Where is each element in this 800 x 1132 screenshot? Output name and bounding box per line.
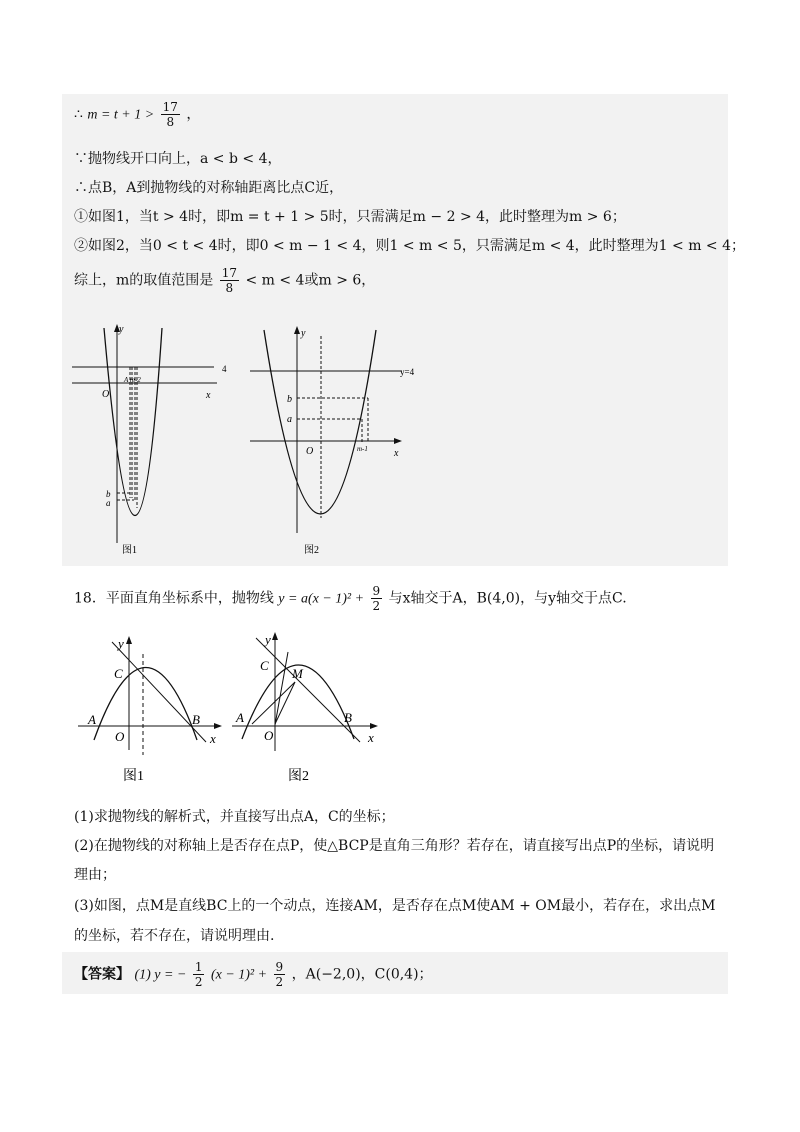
- figure-1-caption: 图1: [123, 769, 144, 784]
- question-2-line-2: 理由；: [74, 867, 116, 883]
- comma: ，: [186, 106, 201, 123]
- summary-text: 综上，m的取值范围是: [74, 272, 214, 289]
- point-a-label: A: [236, 710, 244, 725]
- question-3-line-1: (3)如图，点M是直线BC上的一个动点，连接AM，是否存在点M使AM + OM最小，若存在，求出点M: [74, 898, 716, 914]
- summary-range: < m < 4或m > 6，: [245, 272, 376, 289]
- fraction-17-8: $\frac{17}{8}$: [162, 100, 178, 129]
- a-label: a: [106, 498, 111, 508]
- answer-equation-middle: (x − 1)² +: [210, 967, 268, 983]
- point-b-label: B: [344, 710, 352, 725]
- solution-line-6: [74, 266, 375, 295]
- x-axis-label: x: [206, 390, 211, 401]
- point-m-label: M: [292, 666, 303, 681]
- m-1-label: m-1: [357, 445, 368, 453]
- line-y4-label: y=4: [400, 367, 415, 377]
- y-axis-label: y: [301, 328, 306, 339]
- origin-label: O: [102, 389, 110, 400]
- point-b-label: B: [192, 712, 200, 727]
- answer-fraction-1-2: $\frac{1}{2}$: [194, 960, 203, 989]
- parabola-equation: y = a(x − 1)² +: [278, 591, 365, 607]
- x-axis-label: x: [210, 731, 216, 746]
- x-axis-label: x: [368, 730, 374, 745]
- y-axis-label: y: [119, 324, 124, 335]
- problem-statement: [74, 584, 627, 613]
- answer-label: 【答案】: [74, 966, 130, 983]
- inequality-text: m = t + 1 >: [87, 107, 155, 123]
- b-label: b: [287, 394, 292, 405]
- figure-1-caption: 图1: [122, 545, 137, 556]
- solution-figure-2: [242, 318, 422, 563]
- problem-conditions: 与x轴交于A，B(4,0)，与y轴交于点C.: [388, 590, 627, 607]
- figure-2-caption: 图2: [304, 545, 319, 556]
- question-2-line-1: (2)在抛物线的对称轴上是否存在点P，使△BCP是直角三角形？若存在，请直接写出点P的坐标，请说明: [74, 838, 715, 854]
- origin-label: O: [306, 446, 314, 457]
- solution-line-1: ∴ m = t + 1 > $\frac{17}{8}$ ，: [74, 100, 201, 129]
- line-y4-label: 4: [222, 364, 227, 374]
- solution-line-5: ②如图2，当0 < t < 4时，即0 < m − 1 < 4，则1 < m < 5，只需满足m < 4，此时整理为1 < m < 4；: [74, 238, 746, 254]
- solution-line-2: ∵抛物线开口向上，a < b < 4，: [74, 151, 282, 167]
- x-axis-label: x: [394, 448, 399, 459]
- solution-line-3: ∴点B，A到抛物线的对称轴距离比点C近，: [74, 180, 344, 196]
- point-a-label: A m-2: [124, 376, 141, 384]
- y-axis-label: y: [265, 632, 271, 647]
- answer-fraction-9-2: $\frac{9}{2}$: [275, 960, 284, 989]
- b-label: b: [106, 489, 111, 499]
- problem-intro: 18．平面直角坐标系中，抛物线: [74, 590, 274, 607]
- point-a-label: A: [88, 712, 96, 727]
- problem-figure-2: [228, 626, 388, 786]
- point-c-label: C: [114, 666, 123, 681]
- answer-equation-start: (1) y = −: [134, 967, 187, 983]
- origin-label: O: [264, 728, 274, 743]
- origin-label: O: [115, 729, 125, 744]
- figure-2-caption: 图2: [288, 769, 309, 784]
- question-3-line-2: 的坐标，若不存在，请说明理由.: [74, 928, 275, 944]
- solution-figure-1: [62, 318, 242, 563]
- y-axis-label: y: [118, 636, 124, 651]
- point-c-label: C: [260, 658, 269, 673]
- solution-line-4: ①如图1，当t > 4时，即m = t + 1 > 5时，只需满足m − 2 > 4，此时整理为m > 6；: [74, 209, 626, 225]
- a-label: a: [287, 414, 292, 425]
- fraction-17-8-b: $\frac{17}{8}$: [221, 266, 238, 295]
- question-1: (1)求抛物线的解析式，并直接写出点A，C的坐标；: [74, 809, 395, 825]
- problem-figure-1: [74, 630, 224, 785]
- answer-line: [74, 960, 433, 989]
- fraction-9-2: $\frac{9}{2}$: [372, 584, 381, 613]
- answer-points: ，A(−2,0)，C(0,4)；: [291, 966, 433, 983]
